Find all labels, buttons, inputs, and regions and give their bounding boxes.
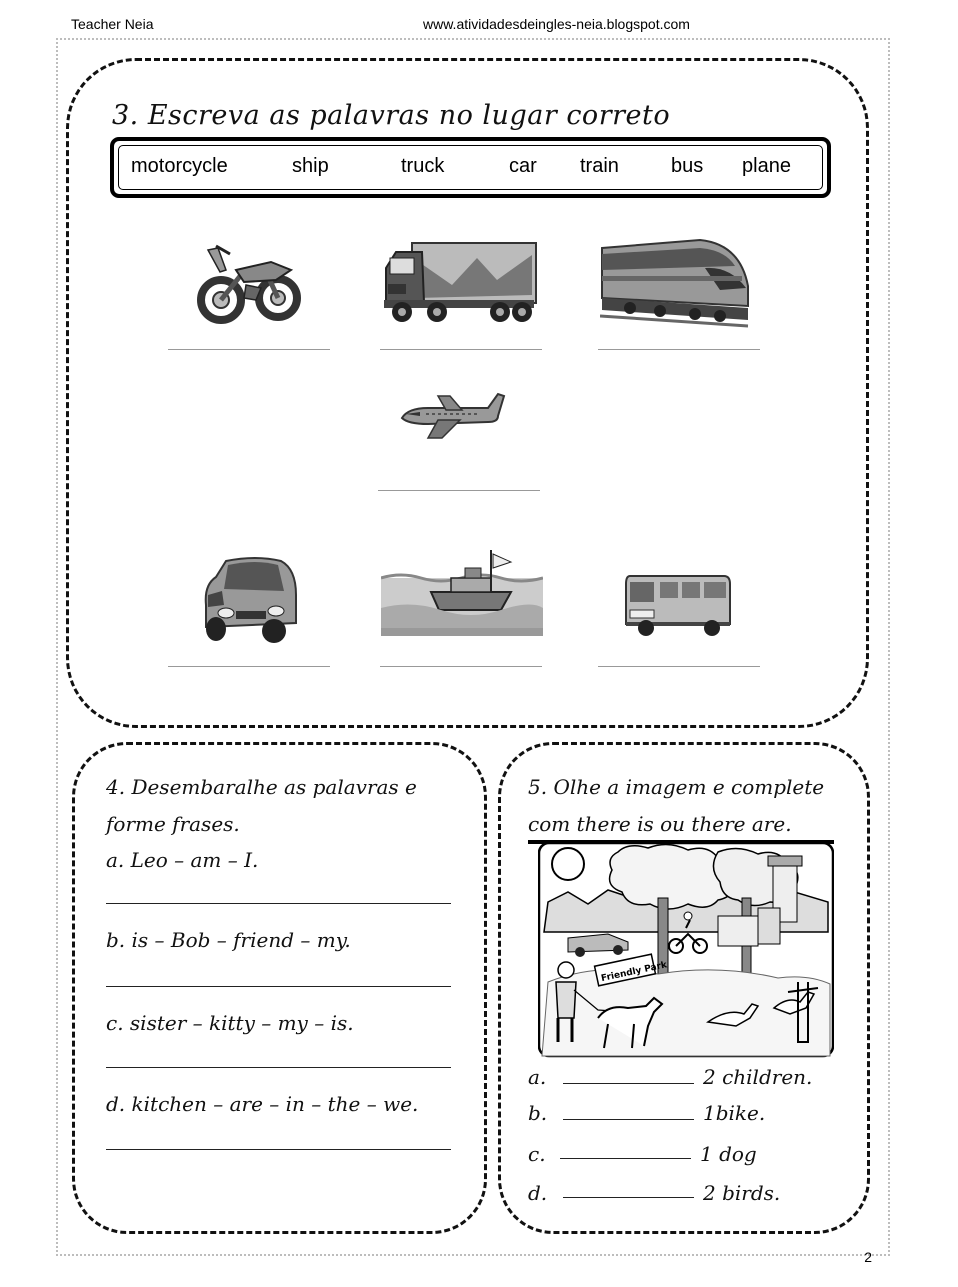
answer-line-car[interactable] [168,666,330,667]
author-label: Teacher Neia [71,16,154,32]
bus-icon [624,572,732,638]
answer-line-motorcycle[interactable] [168,349,330,350]
park-sign-text: Friendly Park [600,960,668,985]
website-label: www.atividadesdeingles-neia.blogspot.com [423,16,690,32]
exercise5-item-c-text: 1 dog [700,1142,757,1166]
truck-icon [382,240,538,326]
answer-line-4c[interactable] [106,1067,451,1068]
word-car: car [509,155,537,177]
exercise4-title-line1: 4. Desembaralhe as palavras e [106,775,417,799]
word-ship: ship [292,155,329,177]
motorcycle-icon [196,240,302,328]
exercise5-title-line1: 5. Olhe a imagem e complete [528,775,825,799]
answer-line-4d[interactable] [106,1149,451,1150]
answer-line-4b[interactable] [106,986,451,987]
answer-line-5b[interactable] [563,1119,694,1120]
exercise5-item-b-letter: b. [528,1101,548,1125]
page-number: 2 [864,1249,872,1265]
answer-line-5d[interactable] [563,1197,694,1198]
word-plane: plane [742,155,791,177]
answer-line-ship[interactable] [380,666,542,667]
exercise5-item-d-text: 2 birds. [703,1181,781,1205]
exercise5-item-a-text: 2 children. [703,1065,813,1089]
word-motorcycle: motorcycle [131,155,228,177]
answer-line-train[interactable] [598,349,760,350]
answer-line-5c[interactable] [560,1158,691,1159]
exercise4-item-c: c. sister – kitty – my – is. [106,1011,354,1035]
answer-line-plane[interactable] [378,490,540,491]
ship-icon [381,548,543,636]
exercise4-item-d: d. kitchen – are – in – the – we. [106,1092,419,1116]
answer-line-4a[interactable] [106,903,451,904]
exercise3-title: 3. Escreva as palavras no lugar correto [112,100,671,131]
answer-line-truck[interactable] [380,349,542,350]
car-icon [196,555,300,643]
train-icon [600,236,750,328]
exercise5-item-a-letter: a. [528,1065,547,1089]
word-train: train [580,155,619,177]
exercise5-item-b-text: 1bike. [703,1101,766,1125]
word-bus: bus [671,155,704,177]
answer-line-bus[interactable] [598,666,760,667]
exercise4-item-a: a. Leo – am – I. [106,848,259,872]
exercise5-title-line2: com there is ou there are. [528,812,792,836]
exercise4-title-line2: forme frases. [106,812,240,836]
plane-icon [398,392,506,442]
park-scene-image [538,842,834,1058]
exercise4-item-b: b. is – Bob – friend – my. [106,928,351,952]
exercise5-item-c-letter: c. [528,1142,546,1166]
answer-line-5a[interactable] [563,1083,694,1084]
exercise5-item-d-letter: d. [528,1181,548,1205]
word-truck: truck [401,155,445,177]
